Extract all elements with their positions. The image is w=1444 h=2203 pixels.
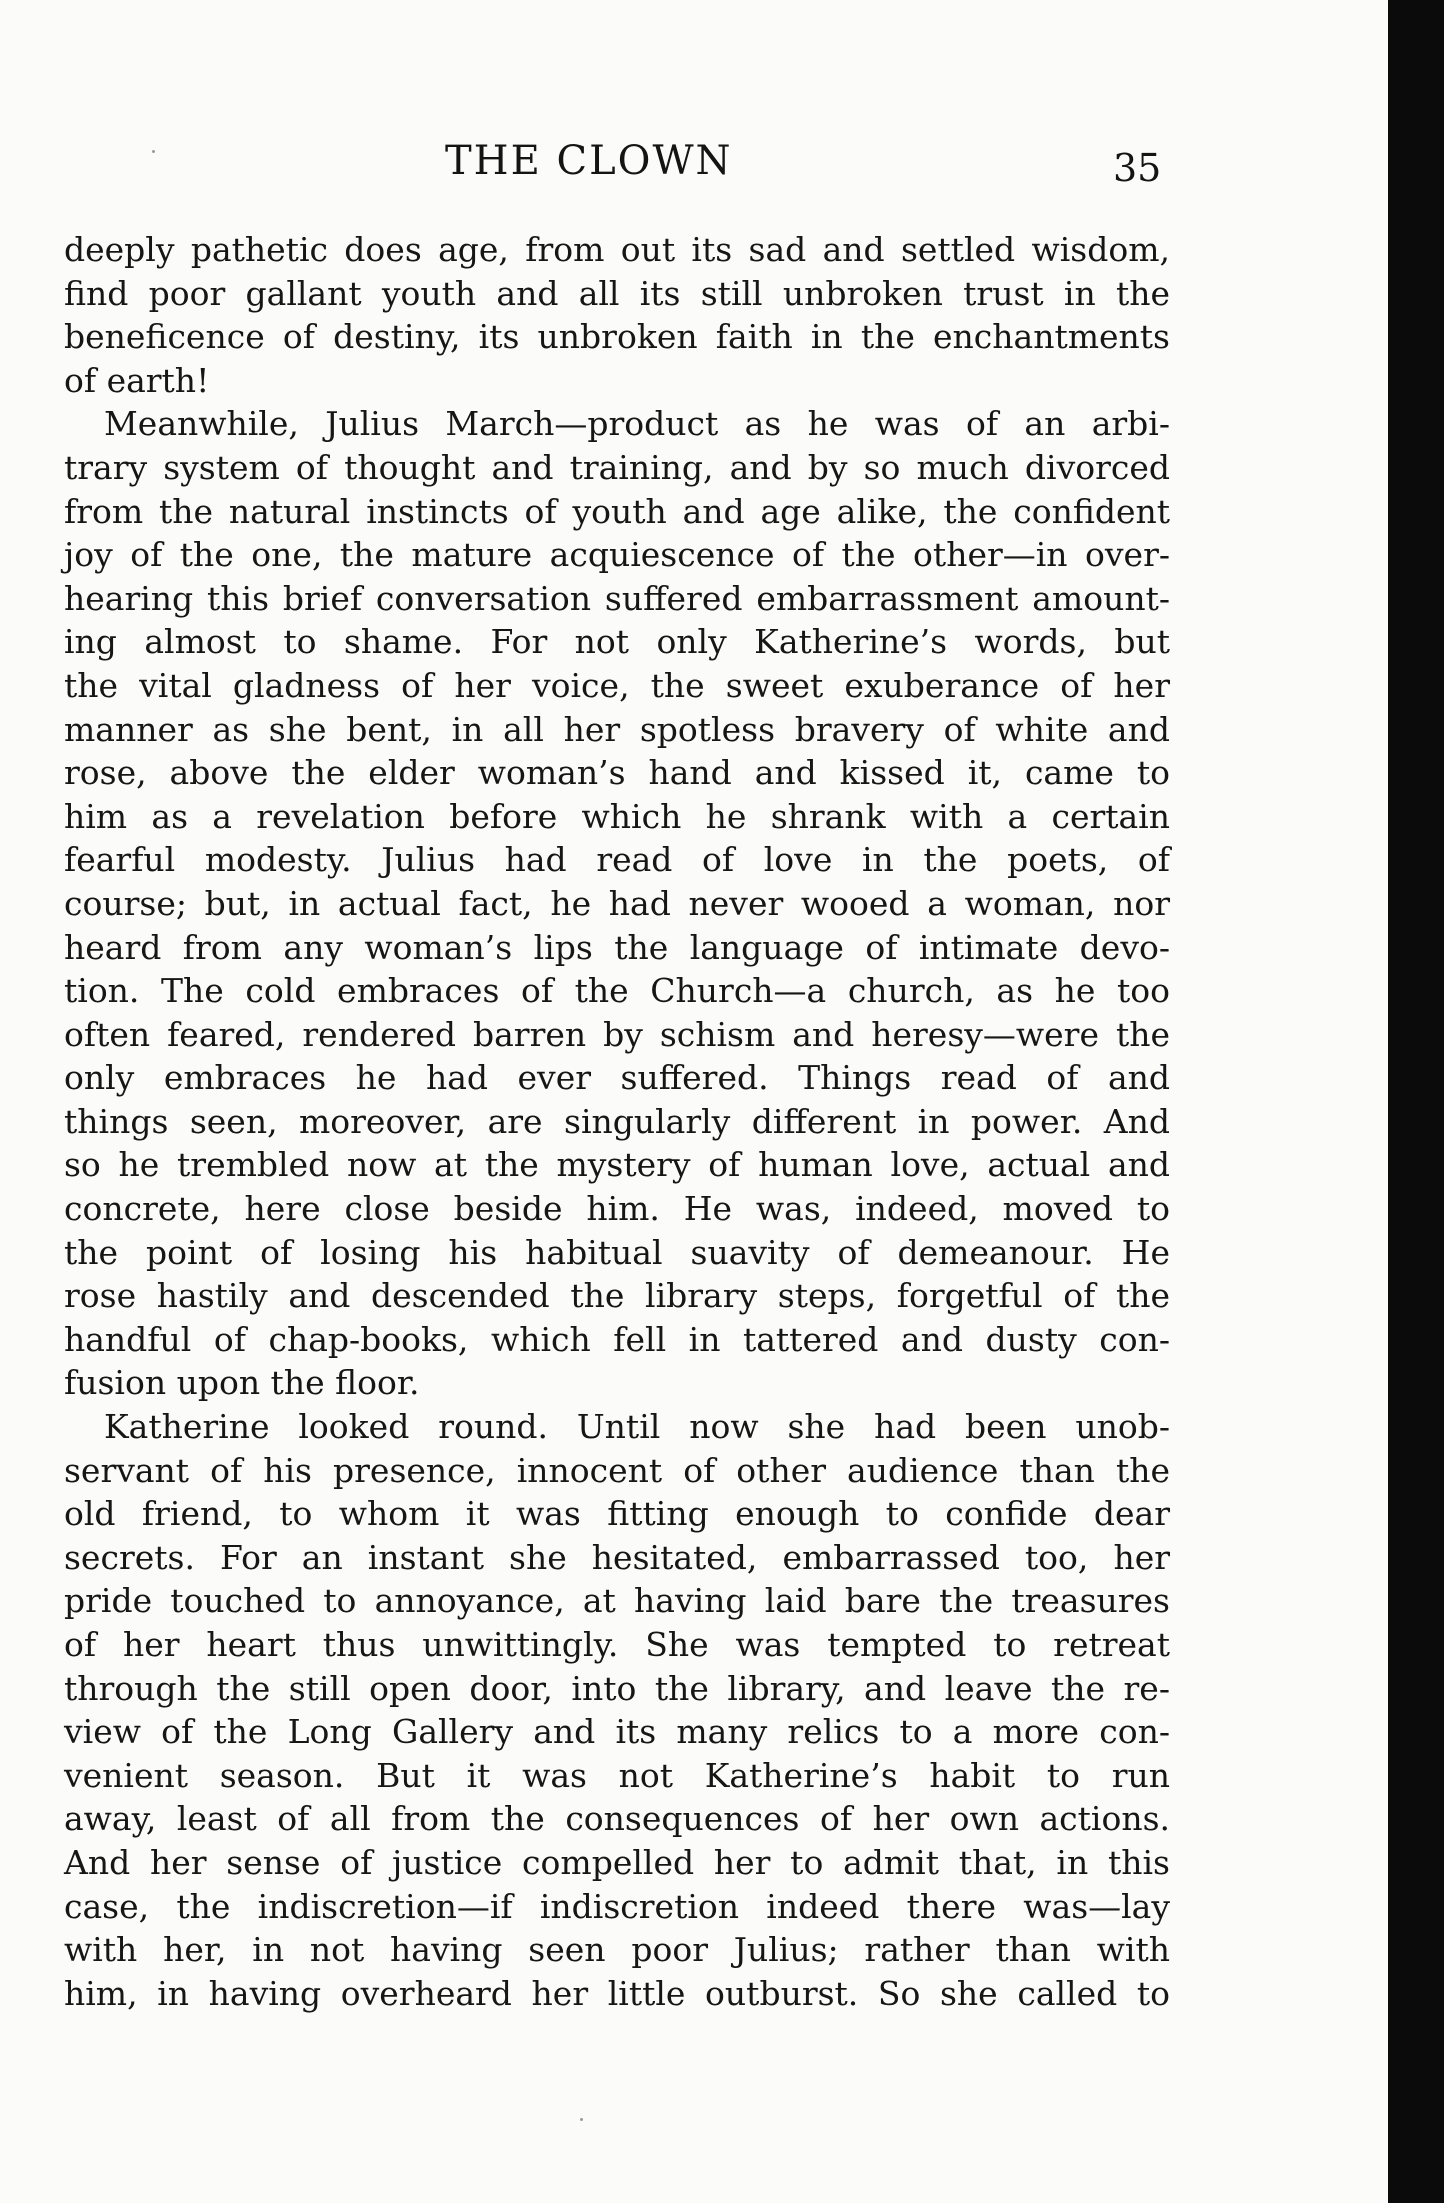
text-line: so he trembled now at the mystery of human love, actual and [64,1145,1170,1185]
text-line: view of the Long Gallery and its many relics to a more con- [64,1712,1170,1752]
text-line: the point of losing his habitual suavity of demeanour. He [64,1232,1170,1272]
text-line: the vital gladness of her voice, the sweet exuberance of her [64,665,1170,705]
text-line: Meanwhile, Julius March—product as he was of an arbi- [104,404,1170,444]
text-line: And her sense of justice compelled her to admit that, in this [64,1842,1170,1882]
text-line: trary system of thought and training, and by so much divorced [64,447,1170,487]
text-line: fearful modesty. Julius had read of love in the poets, of [64,840,1170,880]
text-line: concrete, here close beside him. He was, indeed, moved to [64,1189,1170,1229]
page-number: 35 [1113,146,1162,190]
scan-speck [580,2118,583,2121]
text-line: venient season. But it was not Katherine’s habit to run [64,1755,1170,1795]
text-line: tion. The cold embraces of the Church—a church, as he too [64,971,1170,1011]
text-line: old friend, to whom it was fitting enough to confide dear [64,1494,1170,1534]
text-line: find poor gallant youth and all its still unbroken trust in the [64,273,1170,313]
text-line: fusion upon the floor. [64,1363,420,1403]
text-line: manner as she bent, in all her spotless bravery of white and [64,709,1170,749]
scan-edge-shadow [1388,0,1444,2203]
text-line: through the still open door, into the library, and leave the re- [64,1668,1170,1708]
text-line: joy of the one, the mature acquiescence of the other—in over- [64,535,1170,575]
text-line: beneficence of destiny, its unbroken faith in the enchantments [64,317,1170,357]
text-line: him as a revelation before which he shrank with a certain [64,796,1170,836]
text-line: rose, above the elder woman’s hand and kissed it, came to [64,753,1170,793]
text-line: ing almost to shame. For not only Katherine’s words, but [64,622,1170,662]
body-text [64,228,1170,2015]
text-line: Katherine looked round. Until now she had been unob- [104,1407,1170,1447]
text-line: of her heart thus unwittingly. She was tempted to retreat [64,1625,1170,1664]
text-line: handful of chap-books, which fell in tattered and dusty con- [64,1319,1170,1359]
text-line: only embraces he had ever suffered. Things read of and [64,1058,1170,1098]
text-line: with her, in not having seen poor Julius; rather than with [64,1930,1170,1970]
running-head-title: THE CLOWN [445,138,733,184]
scan-speck [152,150,155,153]
text-line: often feared, rendered barren by schism and heresy—were the [64,1014,1170,1054]
text-line: him, in having overheard her little outburst. So she called to [64,1973,1170,2013]
text-line: pride touched to annoyance, at having laid bare the treasures [64,1581,1170,1621]
text-line: case, the indiscretion—if indiscretion indeed there was—lay [64,1886,1170,1926]
text-line: of earth! [64,360,210,400]
text-line: servant of his presence, innocent of other audience than the [64,1450,1170,1490]
text-line: course; but, in actual fact, he had never wooed a woman, nor [64,883,1170,923]
text-line: hearing this brief conversation suffered embarrassment amount- [64,578,1170,618]
text-line: deeply pathetic does age, from out its sad and settled wisdom, [64,230,1170,269]
text-line: things seen, moreover, are singularly different in power. And [64,1101,1170,1141]
text-line: rose hastily and descended the library steps, forgetful of the [64,1276,1170,1316]
text-line: away, least of all from the consequences of her own actions. [64,1799,1170,1839]
text-line: from the natural instincts of youth and age alike, the confident [64,491,1170,531]
text-line: heard from any woman’s lips the language of intimate devo- [64,927,1170,967]
text-line: secrets. For an instant she hesitated, embarrassed too, her [64,1537,1170,1577]
